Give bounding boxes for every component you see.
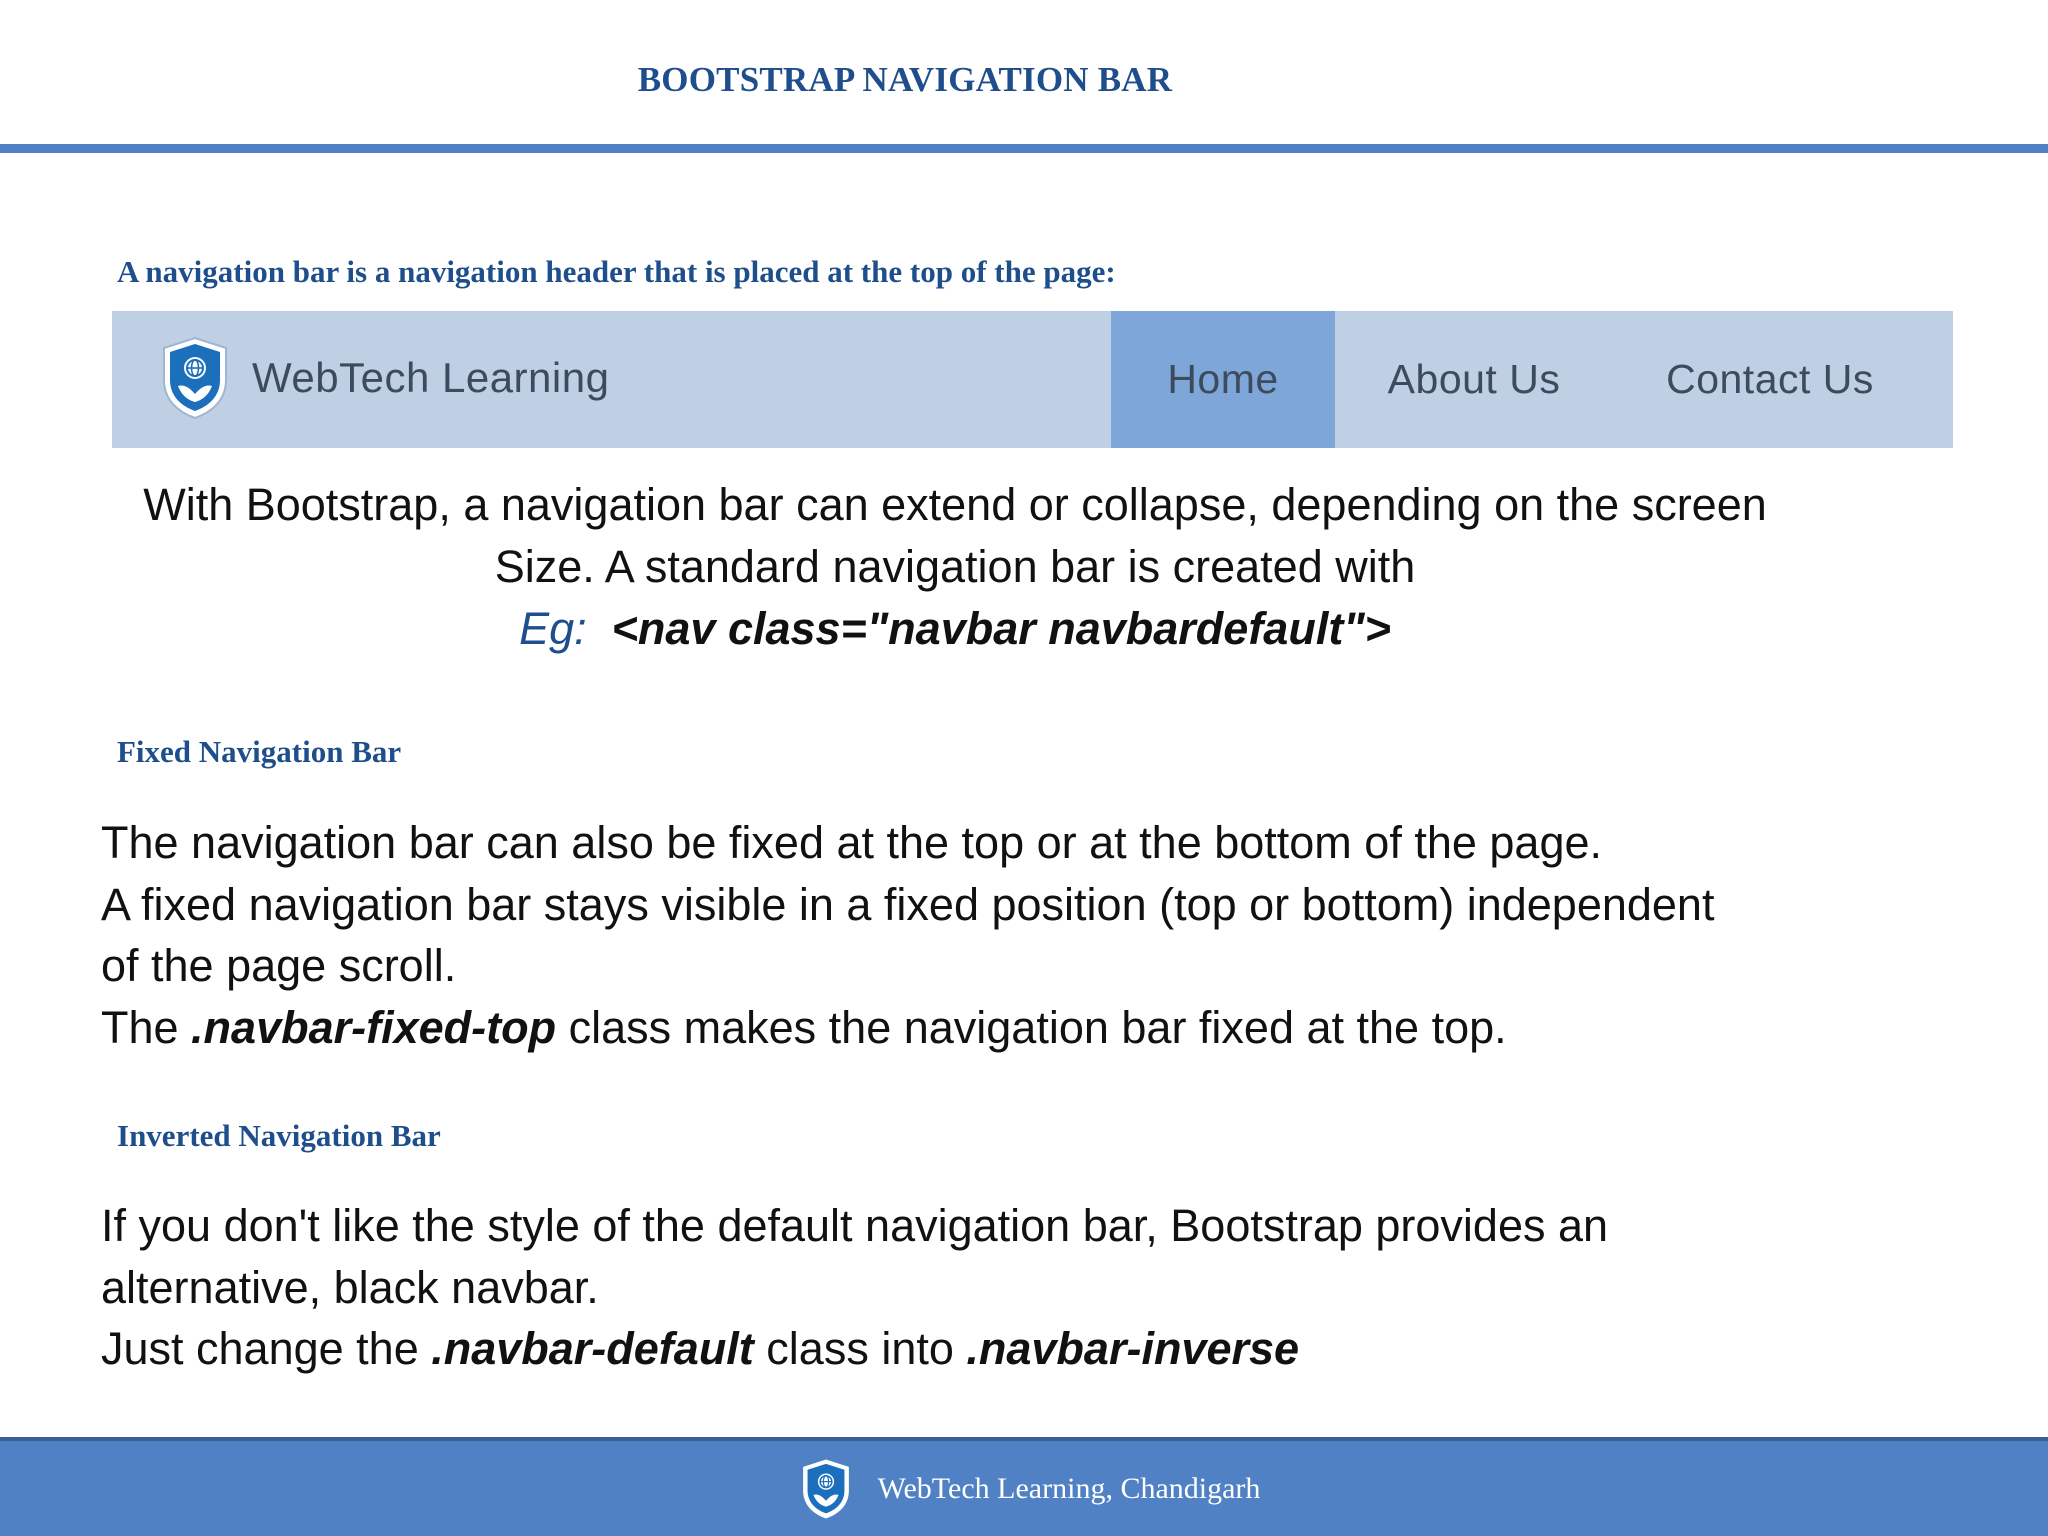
demo-navbar bbox=[112, 311, 1953, 448]
description-line-1: With Bootstrap, a navigation bar can extend or collapse, depending on the screen bbox=[143, 479, 1767, 530]
title-divider bbox=[0, 144, 2048, 153]
navbar-brand-text: WebTech Learning bbox=[252, 354, 610, 401]
fixed-navbar-paragraph bbox=[101, 812, 1941, 1058]
inverted-line-1: If you don't like the style of the default navigation bar, Bootstrap provides an bbox=[101, 1200, 1609, 1251]
slide-title: BOOTSTRAP NAVIGATION BAR bbox=[637, 60, 1173, 99]
fixed-top-class-code: .navbar-fixed-top bbox=[191, 1001, 557, 1053]
fixed-line-4-post: class makes the navigation bar fixed at the top. bbox=[556, 1001, 1507, 1053]
fixed-navbar-heading: Fixed Navigation Bar bbox=[117, 734, 402, 769]
intro-heading: A navigation bar is a navigation header that is placed at the top of the page: bbox=[117, 254, 1116, 289]
navbar-inverse-class-code: .navbar-inverse bbox=[966, 1323, 1300, 1374]
webtech-logo-icon bbox=[160, 336, 230, 420]
fixed-line-3: of the page scroll. bbox=[101, 940, 457, 991]
webtech-logo-icon bbox=[800, 1458, 852, 1520]
example-code: <nav class="navbar navbardefault"> bbox=[611, 603, 1391, 654]
inverted-line-2: alternative, black navbar. bbox=[101, 1261, 599, 1313]
inverted-line-3 bbox=[101, 1318, 1941, 1380]
inverted-line-3-mid: class into bbox=[753, 1323, 967, 1374]
nav-link-home[interactable]: Home bbox=[1111, 311, 1335, 448]
footer-text: WebTech Learning, Chandigarh bbox=[877, 1471, 1261, 1505]
fixed-line-4 bbox=[101, 997, 1941, 1059]
inverted-navbar-heading: Inverted Navigation Bar bbox=[117, 1118, 441, 1153]
footer-bar bbox=[0, 1437, 2048, 1536]
fixed-line-2: A fixed navigation bar stays visible in a fixed position (top or bottom) independent bbox=[101, 878, 1715, 930]
fixed-line-4-pre: The bbox=[101, 1001, 192, 1053]
description-line-2: Size. A standard navigation bar is created with bbox=[494, 541, 1416, 592]
navbar-links bbox=[1111, 311, 1953, 448]
inverted-line-3-pre: Just change the bbox=[101, 1323, 432, 1374]
navbar-default-class-code: .navbar-default bbox=[431, 1323, 754, 1374]
example-line bbox=[0, 598, 1910, 660]
nav-link-contact-us[interactable]: Contact Us bbox=[1666, 356, 1874, 402]
example-label: Eg: bbox=[519, 603, 587, 654]
inverted-navbar-paragraph bbox=[101, 1195, 1941, 1380]
navbar-brand[interactable] bbox=[160, 333, 609, 423]
fixed-line-1: The navigation bar can also be fixed at the top or at the bottom of the page. bbox=[101, 817, 1602, 868]
nav-link-about-us[interactable]: About Us bbox=[1387, 356, 1561, 402]
